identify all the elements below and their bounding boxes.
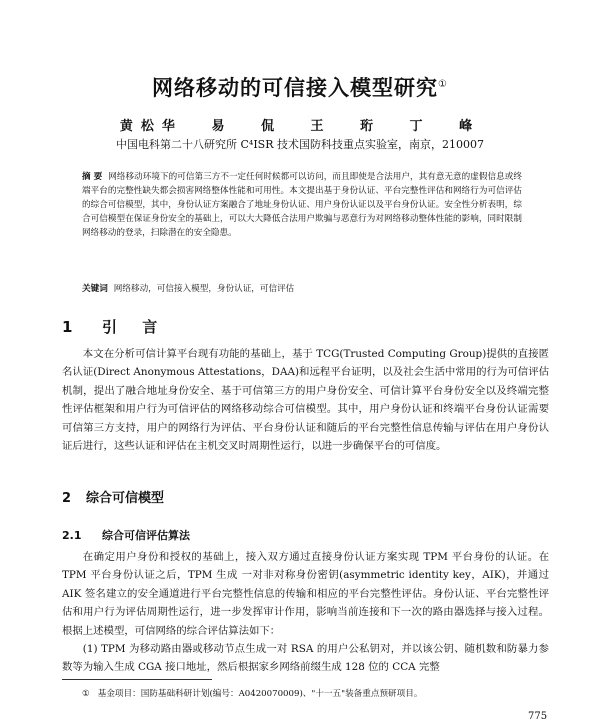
introduction-paragraph: 本文在分析可信计算平台现有功能的基础上，基于 TCG(Trusted Computing Group)提供的直接匿名认证(Direct Anonymous Attestations，DAA)和远程平台证明，以及社会生活中常用的行为可信评估机制，提出了融合地址身份安全、基于可信第三方的用户身份安全、可信计算平台身份安全以及终端完整性评估框架和用户行为可信评估的网络移动综合可信模型。其中，用户身份认证和终端平台身份认证需要可信第三方支持，用户的网络行为评估、平台身份认证和随后的平台完整性信息传输与评估在用户身份认证后进行，这些认证和评估在主机交叉时周期性运行，以进一步确保平台的可信度。 [62, 348, 549, 453]
keywords [82, 282, 522, 296]
page-number: 775 [528, 711, 548, 722]
section-heading-introduction [62, 316, 167, 337]
section-number: 2 [62, 491, 72, 506]
abstract [82, 170, 522, 240]
section-number: 1 [62, 318, 73, 336]
section-heading-model [62, 487, 164, 506]
keywords-label: 关键词 [82, 284, 108, 294]
footnote-divider [62, 679, 212, 680]
title-text: 网络移动的可信接入模型研究 [152, 76, 439, 100]
title-footnote-mark: ① [438, 79, 448, 90]
abstract-label: 摘 要 [82, 172, 103, 182]
footnote-text: 基金项目：国防基础科研计划(编号：A0420070009)、"十一五"装备重点预研项目。 [97, 689, 423, 699]
abstract-text: 网络移动环境下的可信第三方不一定任何时候都可以访问，而且即使是合法用户，其有意无意的虚假信息或终端平台的完整性缺失都会损害网络整体性能和可用性。本文提出基于身份认证、平台完整性评估和网络行为可信评估的综合可信模型，其中，身份认证方案融合了地址身份认证、用户身份认证以及平台身份认证。安全性分析表明，综合可信模型在保证身份安全的基础上，可以大大降低合法用户欺骗与恶意行为对网络移动整体性能的影响，同时限制网络移动的登录，扫除潜在的安全隐患。 [82, 172, 522, 238]
algorithm-step-1: (1) TPM 为移动路由器或移动节点生成一对 RSA 的用户公私钥对，并以该公钥、随机数和防暴力参数等为输入生成 CGA 接口地址，然后根据家乡网络前缀生成 128 位的 CCA 完整 [62, 643, 549, 674]
subsection-title: 综合可信评估算法 [102, 529, 190, 542]
affiliation: 中国电科第二十八研究所 C⁴ISR 技术国防科技重点实验室，南京，210007 [116, 138, 484, 151]
footnote [82, 688, 542, 700]
footnote-mark: ① [82, 689, 90, 699]
section-title: 引 言 [102, 318, 168, 336]
section-title: 综合可信模型 [86, 491, 165, 506]
keywords-text: 网络移动，可信接入模型，身份认证，可信评估 [113, 284, 295, 294]
paper-title [0, 72, 600, 102]
author-list: 黄松华 易 侃 王 珩 丁 峰 [119, 119, 481, 134]
subsection-heading-algorithm [62, 527, 190, 543]
subsection-number: 2.1 [62, 529, 82, 542]
algorithm-paragraph: 在确定用户身份和授权的基础上，接入双方通过直接身份认证方案实现 TPM 平台身份的认证。在 TPM 平台身份认证之后，TPM 生成 一对非对称身份密钥(asymmetric identity key，AIK)，并通过 AIK 签名建立的安全通道进行平台完整性信息的传输和相应的平台完整性评估。身份认证、平台完整性评估和用户行为评估周期性运行，进一步发挥审计作用，影响当前连接和下一次的路由器选择与接入过程。根据上述模型，可信网络的综合评估算法如下： [62, 551, 549, 637]
